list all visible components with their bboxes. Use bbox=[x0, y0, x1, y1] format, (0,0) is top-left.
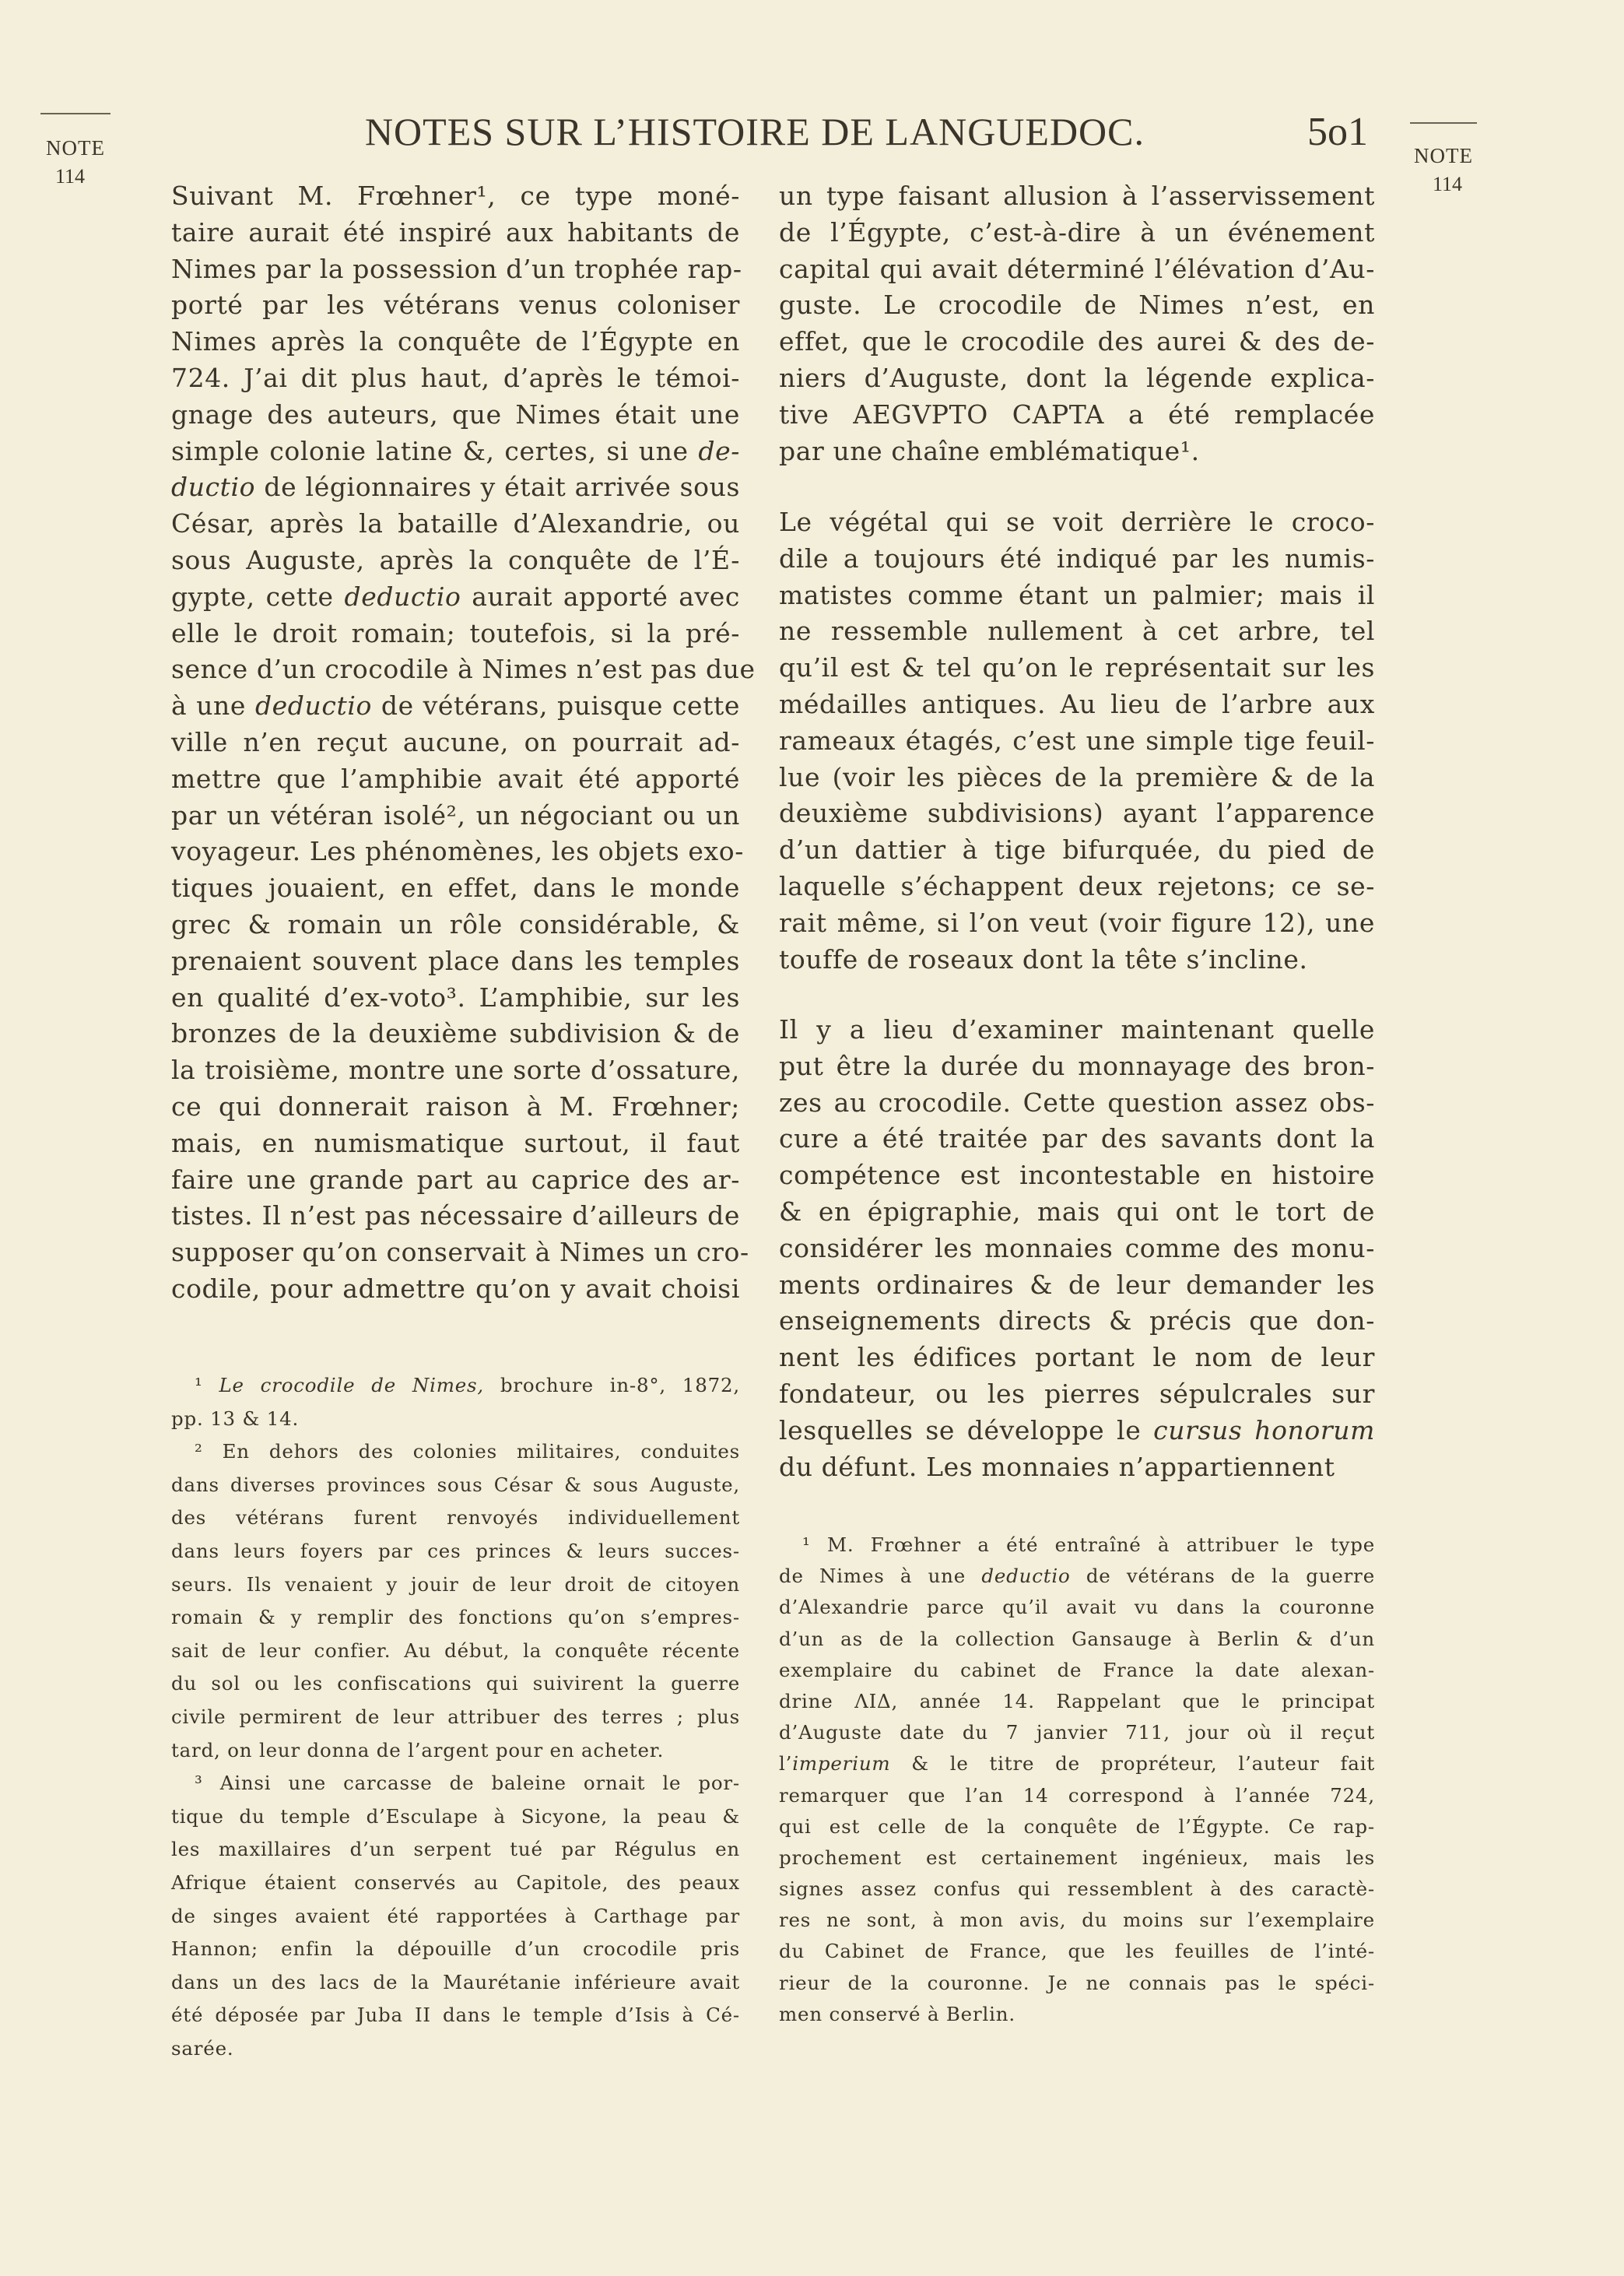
body-line bbox=[779, 1194, 1375, 1231]
text-run: & le titre de propréteur, l’auteur fait bbox=[890, 1752, 1375, 1775]
text-run: codile, pour admettre qu’on y avait choisi bbox=[171, 1273, 740, 1304]
text-run: sence d’un crocodile à Nimes n’est pas due bbox=[171, 654, 756, 685]
body-line bbox=[171, 616, 740, 652]
text-run: mettre que l’amphibie avait été apporté bbox=[171, 763, 740, 794]
footnote-line bbox=[171, 1966, 740, 2000]
italic-text: deductio bbox=[254, 690, 372, 722]
text-run: un type faisant allusion à l’asservissement bbox=[779, 181, 1375, 211]
body-line bbox=[171, 688, 740, 725]
text-run: ne ressemble nullement à cet arbre, tel bbox=[779, 616, 1375, 647]
text-run: ville n’en reçut aucune, on pourrait ad- bbox=[171, 726, 740, 757]
body-line bbox=[171, 1162, 740, 1199]
text-run: d’Alexandrie parce qu’il avait vu dans la couronne bbox=[779, 1596, 1375, 1619]
text-run: tistes. Il n’est pas nécessaire d’ailleurs de bbox=[171, 1200, 740, 1231]
right-footnotes bbox=[779, 1530, 1375, 2030]
body-line bbox=[171, 870, 740, 907]
left-footnotes bbox=[171, 1369, 740, 2065]
text-run: considérer les monnaies comme des monu- bbox=[779, 1232, 1375, 1263]
text-run: rait même, si l’on veut (voir figure 12), une bbox=[779, 907, 1375, 938]
text-run: supposer qu’on conservait à Nimes un cro- bbox=[171, 1237, 749, 1268]
body-line bbox=[171, 980, 740, 1017]
body-line bbox=[171, 1198, 740, 1235]
text-run: civile permirent de leur attribuer des terres ; plus bbox=[171, 1705, 740, 1728]
body-line bbox=[779, 287, 1375, 324]
text-run: Afrique étaient conservés au Capitole, des peaux bbox=[171, 1870, 740, 1894]
body-line bbox=[779, 397, 1375, 434]
footnote-line bbox=[779, 1592, 1375, 1623]
text-run: laquelle s’échappent deux rejetons; ce se- bbox=[779, 870, 1375, 901]
footnote-line bbox=[171, 1999, 740, 2032]
footnote-line bbox=[779, 1717, 1375, 1748]
text-run: gypte, cette bbox=[171, 581, 345, 612]
body-line bbox=[171, 1235, 749, 1271]
footnote-line bbox=[171, 1767, 740, 1800]
body-line bbox=[171, 251, 740, 288]
text-run: men conservé à Berlin. bbox=[779, 2002, 1015, 2025]
footnote-line bbox=[171, 1601, 740, 1635]
footnote-line bbox=[171, 1535, 740, 1568]
text-run: ce qui donnerait raison à M. Frœhner; bbox=[171, 1091, 740, 1122]
body-line bbox=[171, 506, 740, 543]
body-line bbox=[779, 869, 1375, 905]
text-run: l’ bbox=[779, 1752, 793, 1775]
footnote-line bbox=[779, 1624, 1375, 1655]
text-run: tard, on leur donna de l’argent pour en acheter. bbox=[171, 1738, 665, 1761]
text-run: de singes avaient été rapportées à Carthage par bbox=[171, 1904, 740, 1927]
text-run: rameaux étagés, c’est une simple tige feuil- bbox=[779, 725, 1375, 756]
body-line bbox=[171, 798, 740, 834]
text-run: & en épigraphie, mais qui ont le tort de bbox=[779, 1196, 1375, 1227]
body-line bbox=[779, 905, 1375, 942]
text-run: qu’il est & tel qu’on le représentait sur les bbox=[779, 652, 1375, 683]
body-line bbox=[779, 1340, 1375, 1376]
footnote-line bbox=[779, 1811, 1375, 1842]
text-run: sarée. bbox=[171, 2036, 234, 2060]
body-line bbox=[779, 942, 1375, 978]
footnote-line bbox=[171, 1900, 740, 1934]
right-margin-rule bbox=[1410, 122, 1477, 124]
text-run: guste. Le crocodile de Nimes n’est, en bbox=[779, 290, 1375, 321]
text-run: tive AEGVPTO CAPTA a été remplacée bbox=[779, 399, 1375, 430]
text-run: lesquelles se développe le bbox=[779, 1414, 1154, 1445]
text-run: tiques jouaient, en effet, dans le monde bbox=[171, 873, 740, 904]
text-run: gnage des auteurs, que Nimes était une bbox=[171, 399, 740, 430]
text-run: ² En dehors des colonies militaires, conduites bbox=[195, 1440, 740, 1463]
text-run: effet, que le crocodile des aurei & des de- bbox=[779, 326, 1375, 357]
text-run: la troisième, montre une sorte d’ossature, bbox=[171, 1055, 740, 1086]
body-line bbox=[779, 1449, 1375, 1486]
text-run: signes assez confus qui ressemblent à des caractè- bbox=[779, 1877, 1375, 1901]
text-run: été déposée par Juba II dans le temple d’Isis à Cé- bbox=[171, 2004, 740, 2027]
footnote-line bbox=[171, 1734, 740, 1768]
footnote-line bbox=[779, 1748, 1375, 1779]
body-line bbox=[171, 652, 756, 688]
body-line bbox=[171, 834, 744, 870]
body-line bbox=[171, 907, 740, 943]
body-line bbox=[171, 1089, 740, 1126]
body-line bbox=[779, 832, 1375, 869]
footnote-line bbox=[171, 1435, 740, 1469]
footnote-line bbox=[171, 1833, 740, 1867]
body-line bbox=[779, 434, 1375, 470]
body-line bbox=[779, 1376, 1375, 1413]
text-run: grec & romain un rôle considérable, & bbox=[171, 908, 740, 940]
footnote-line bbox=[171, 1403, 740, 1436]
text-run: César, après la bataille d’Alexandrie, ou bbox=[171, 508, 740, 539]
right-margin-note-number: 114 bbox=[1432, 173, 1463, 195]
text-run: exemplaire du cabinet de France la date alexan- bbox=[779, 1658, 1375, 1681]
text-run: lue (voir les pièces de la première & de la bbox=[779, 761, 1375, 792]
text-run: capital qui avait déterminé l’élévation d’Au- bbox=[779, 253, 1375, 284]
right-paragraph-3 bbox=[779, 1012, 1375, 1485]
text-run: du sol ou les confiscations qui suivirent la guerre bbox=[171, 1672, 740, 1695]
left-column-text bbox=[171, 178, 756, 1308]
text-run: dans leurs foyers par ces princes & leurs succes- bbox=[171, 1539, 740, 1562]
text-run: touffe de roseaux dont la tête s’incline. bbox=[779, 943, 1308, 975]
text-run: Hannon; enfin la dépouille d’un crocodile pris bbox=[171, 1937, 740, 1961]
text-run: Nimes après la conquête de l’Égypte en bbox=[171, 326, 740, 357]
footnote-line bbox=[779, 1968, 1375, 1999]
text-run: cure a été traitée par des savants dont la bbox=[779, 1123, 1375, 1154]
text-run: par un vétéran isolé², un négociant ou un bbox=[171, 799, 740, 831]
footnote-line bbox=[171, 1568, 740, 1602]
text-run: de vétérans de la guerre bbox=[1070, 1565, 1375, 1588]
body-line bbox=[779, 215, 1375, 251]
italic-text: ductio bbox=[171, 472, 256, 503]
footnote-line bbox=[779, 1936, 1375, 1967]
text-run: niers d’Auguste, dont la légende explica- bbox=[779, 362, 1375, 393]
text-run: rieur de la couronne. Je ne connais pas le spéci- bbox=[779, 1971, 1375, 1994]
body-line bbox=[171, 725, 740, 761]
text-run: d’Auguste date du 7 janvier 711, jour où il reçut bbox=[779, 1721, 1375, 1744]
text-run: simple colonie latine &, certes, si une bbox=[171, 435, 699, 466]
text-run: remarquer que l’an 14 correspond à l’année 724, bbox=[779, 1783, 1375, 1807]
footnote-line bbox=[779, 1530, 1375, 1561]
body-line bbox=[171, 1052, 740, 1089]
body-line bbox=[779, 360, 1375, 397]
footnote-line bbox=[779, 1561, 1375, 1592]
italic-text: Le crocodile de Nimes, bbox=[219, 1374, 484, 1396]
body-line bbox=[171, 287, 740, 324]
body-line bbox=[779, 760, 1375, 796]
text-run: aurait apporté avec bbox=[461, 581, 740, 612]
body-line bbox=[779, 1121, 1375, 1157]
running-title: NOTES SUR L’HISTOIRE DE LANGUEDOC. bbox=[364, 110, 1145, 153]
body-line bbox=[779, 687, 1375, 723]
italic-text: de- bbox=[698, 435, 740, 466]
body-line bbox=[779, 578, 1375, 614]
body-line bbox=[779, 1085, 1375, 1122]
text-run: put être la durée du monnayage des bron- bbox=[779, 1050, 1375, 1081]
body-line bbox=[779, 1157, 1375, 1194]
text-run: seurs. Ils venaient y jouir de leur droit de citoyen bbox=[171, 1572, 740, 1596]
footnote-line bbox=[171, 2032, 740, 2066]
footnote-line bbox=[171, 1667, 740, 1701]
text-run: Suivant M. Frœhner¹, ce type moné- bbox=[171, 181, 740, 211]
body-line bbox=[171, 1016, 740, 1052]
body-line bbox=[171, 1126, 740, 1162]
text-run: ³ Ainsi une carcasse de baleine ornait le por- bbox=[195, 1772, 740, 1795]
text-run: enseignements directs & précis que don- bbox=[779, 1305, 1375, 1336]
text-run: de vétérans, puisque cette bbox=[371, 690, 740, 722]
text-run: voyageur. Les phénomènes, les objets exo- bbox=[171, 836, 744, 867]
body-line bbox=[171, 579, 740, 616]
text-run: 724. J’ai dit plus haut, d’après le témoi- bbox=[171, 362, 740, 393]
text-run: ments ordinaires & de leur demander les bbox=[779, 1269, 1375, 1300]
body-line bbox=[779, 178, 1375, 215]
text-run: sait de leur confier. Au début, la conquête récente bbox=[171, 1639, 740, 1662]
text-run: du Cabinet de France, que les feuilles de l’inté- bbox=[779, 1940, 1375, 1963]
text-run: romain & y remplir des fonctions qu’on s’empres- bbox=[171, 1606, 740, 1629]
text-run: médailles antiques. Au lieu de l’arbre aux bbox=[779, 688, 1375, 719]
body-line bbox=[171, 178, 740, 215]
body-line bbox=[171, 324, 740, 360]
page-number: 5o1 bbox=[1307, 110, 1368, 154]
body-line bbox=[171, 943, 740, 980]
text-run: des vétérans furent renvoyés individuellement bbox=[171, 1506, 740, 1530]
text-run: de légionnaires y était arrivée sous bbox=[255, 472, 740, 503]
text-run: en qualité d’ex-voto³. L’amphibie, sur les bbox=[171, 982, 740, 1013]
text-run: prenaient souvent place dans les temples bbox=[171, 945, 740, 976]
body-line bbox=[779, 324, 1375, 360]
text-run: bronzes de la deuxième subdivision & de bbox=[171, 1018, 740, 1049]
italic-text: deductio bbox=[981, 1565, 1071, 1588]
footnote-line bbox=[171, 1701, 740, 1734]
body-line bbox=[779, 1303, 1375, 1340]
body-line bbox=[779, 1048, 1375, 1085]
body-line bbox=[779, 1231, 1375, 1267]
body-line bbox=[779, 613, 1375, 650]
text-run: prochement est certainement ingénieux, mais les bbox=[779, 1846, 1375, 1869]
text-run: faire une grande part au caprice des ar- bbox=[171, 1164, 740, 1195]
text-run: dans diverses provinces sous César & sous Auguste, bbox=[171, 1473, 740, 1496]
body-line bbox=[171, 434, 740, 470]
body-line bbox=[171, 215, 740, 251]
footnote-line bbox=[171, 1800, 740, 1834]
text-run: matistes comme étant un palmier; mais il bbox=[779, 579, 1375, 610]
text-run: elle le droit romain; toutefois, si la pré- bbox=[171, 617, 740, 648]
text-run: de Nimes à une bbox=[779, 1565, 982, 1588]
text-run: sous Auguste, après la conquête de l’É- bbox=[171, 544, 740, 575]
footnote-line bbox=[779, 1842, 1375, 1874]
body-line bbox=[779, 1413, 1375, 1449]
left-margin-note-number: 114 bbox=[54, 165, 86, 188]
text-run: deuxième subdivisions) ayant l’apparence bbox=[779, 798, 1375, 829]
footnote-line bbox=[779, 1905, 1375, 1936]
text-run: brochure in-8°, 1872, bbox=[484, 1374, 740, 1396]
footnote-line bbox=[779, 1780, 1375, 1811]
text-run: compétence est incontestable en histoire bbox=[779, 1160, 1375, 1191]
text-run: Nimes par la possession d’un trophée rap- bbox=[171, 253, 742, 284]
text-run: par une chaîne emblématique¹. bbox=[779, 435, 1200, 466]
body-line bbox=[171, 543, 740, 579]
text-run: d’un as de la collection Gansauge à Berlin & d’un bbox=[779, 1627, 1375, 1650]
text-run: tique du temple d’Esculape à Sicyone, la peau & bbox=[171, 1804, 740, 1828]
text-run: mais, en numismatique surtout, il faut bbox=[171, 1127, 740, 1158]
text-run: ¹ bbox=[195, 1374, 219, 1396]
text-run: res ne sont, à mon avis, du moins sur l’exemplaire bbox=[779, 1909, 1375, 1932]
body-line bbox=[779, 251, 1375, 288]
text-run: du défunt. Les monnaies n’appartiennent bbox=[779, 1451, 1335, 1482]
footnote-line bbox=[171, 1867, 740, 1900]
text-run: nent les édifices portant le nom de leur bbox=[779, 1342, 1375, 1373]
footnote-line bbox=[779, 1686, 1375, 1717]
body-line bbox=[171, 469, 740, 506]
text-run: taire aurait été inspiré aux habitants de bbox=[171, 216, 740, 248]
body-line bbox=[779, 1267, 1375, 1304]
body-line bbox=[779, 650, 1375, 687]
right-paragraph-1 bbox=[779, 178, 1375, 469]
text-run: fondateur, ou les pierres sépulcrales sur bbox=[779, 1378, 1375, 1409]
footnote-line bbox=[171, 1369, 740, 1403]
text-run: porté par les vétérans venus coloniser bbox=[171, 290, 740, 321]
right-margin-note-label: NOTE bbox=[1414, 144, 1473, 167]
text-run: drine ΛΙΔ, année 14. Rappelant que le principat bbox=[779, 1689, 1375, 1712]
text-run: dile a toujours été indiqué par les numis- bbox=[779, 543, 1375, 574]
text-run: de l’Égypte, c’est-à-dire à un événement bbox=[779, 216, 1375, 248]
body-line bbox=[171, 397, 740, 434]
footnote-line bbox=[171, 1502, 740, 1535]
footnote-line bbox=[171, 1469, 740, 1502]
italic-text: deductio bbox=[344, 581, 461, 612]
left-margin-note-label: NOTE bbox=[46, 136, 105, 160]
text-run: les maxillaires d’un serpent tué par Régulus en bbox=[171, 1838, 740, 1861]
footnote-line bbox=[779, 1874, 1375, 1905]
text-run: à une bbox=[171, 690, 255, 722]
body-line bbox=[171, 360, 740, 397]
text-run: ¹ M. Frœhner a été entraîné à attribuer le type bbox=[802, 1533, 1375, 1556]
text-run: d’un dattier à tige bifurquée, du pied de bbox=[779, 834, 1375, 866]
body-line bbox=[779, 723, 1375, 760]
footnote-line bbox=[779, 1655, 1375, 1686]
body-line bbox=[779, 796, 1375, 832]
body-line bbox=[779, 541, 1375, 578]
footnote-line bbox=[171, 1933, 740, 1966]
text-run: pp. 13 & 14. bbox=[171, 1407, 300, 1430]
text-run: Le végétal qui se voit derrière le croco- bbox=[779, 507, 1375, 537]
body-line bbox=[171, 1271, 740, 1308]
footnote-line bbox=[171, 1635, 740, 1668]
body-line bbox=[171, 761, 740, 798]
right-paragraph-2 bbox=[779, 504, 1375, 978]
italic-text: cursus honorum bbox=[1153, 1414, 1375, 1445]
italic-text: imperium bbox=[792, 1752, 891, 1775]
body-line bbox=[779, 1012, 1375, 1048]
left-margin-rule bbox=[40, 113, 110, 114]
text-run: dans un des lacs de la Maurétanie inférieure avait bbox=[171, 1970, 740, 1993]
text-run: qui est celle de la conquête de l’Égypte. Ce rap- bbox=[779, 1814, 1375, 1838]
body-line bbox=[779, 504, 1375, 541]
text-run: zes au crocodile. Cette question assez obs- bbox=[779, 1087, 1375, 1118]
footnote-line bbox=[779, 1999, 1375, 2030]
text-run: Il y a lieu d’examiner maintenant quelle bbox=[779, 1014, 1375, 1045]
